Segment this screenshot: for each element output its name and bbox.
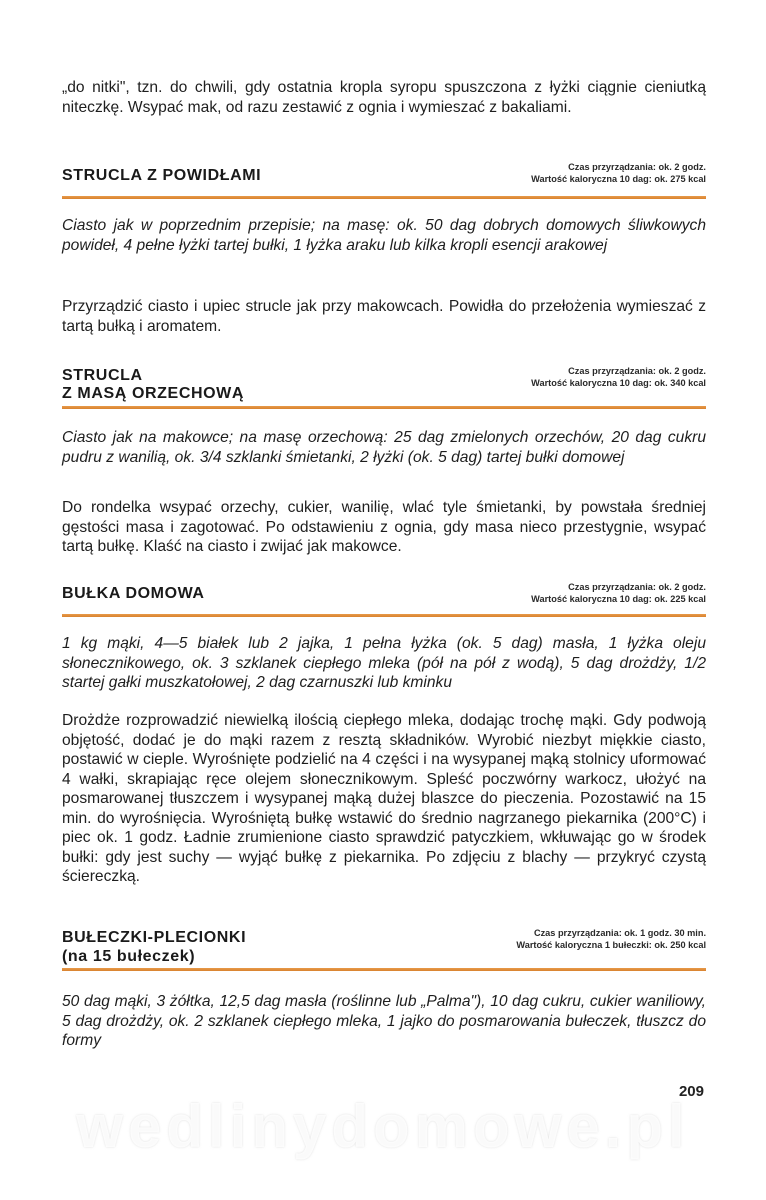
instructions-paragraph: Drożdże rozprowadzić niewielką ilością ciepłego mleka, dodając trochę mąki. Gdy podwoją objętość, dodać je do mąki razem z resztą składników. Wyrobić niezbyt miękkie ciasto, postawić w cieple. Wyrośnięte podzielić na 4 części i na wysypanej mąką stolnicy uformować 4 wałki, skrapiając ręce olejem słonecznikowym. Spleść poczwórny warkocz, ułożyć na posmarowanej tłuszczem i wysypanej mąką dużej blaszce do pieczenia. Pozostawić na 15 min. do wyrośnięcia. Wyrośniętą bułkę wstawić do średnio nagrzanego piekarnika (200°C) i piec ok. 1 godz. Ładnie zrumienione ciasto sprawdzić patyczkiem, wkłuwając go w środek bułki: gdy jest suchy — wyjąć bułkę z piekarnika. Po zdjęciu z blachy — przykryć czystą ściereczką. xyxy=(62,712,706,885)
recipe-title-line2: (na 15 bułeczek) xyxy=(62,948,196,965)
calories: Wartość kaloryczna 1 bułeczki: ok. 250 kcal xyxy=(516,939,706,950)
section-rule xyxy=(62,406,706,409)
calories: Wartość kaloryczna 10 dag: ok. 225 kcal xyxy=(531,593,706,604)
recipe-meta xyxy=(516,928,706,951)
prep-time: Czas przyrządzania: ok. 1 godz. 30 min. xyxy=(533,928,706,938)
ingredients-paragraph: Ciasto jak w poprzednim przepisie; na masę: ok. 50 dag dobrych domowych śliwkowych powideł, 4 pełne łyżki tartej bułki, 1 łyżka araku lub kilka kropli esencji arakowej xyxy=(62,217,706,254)
page-number: 209 xyxy=(678,1083,704,1100)
recipe-header-strucla-orzechowa xyxy=(62,364,706,404)
intro-paragraph: „do nitki", tzn. do chwili, gdy ostatnia kropla syropu spuszczona z łyżki ciągnie cieniutką niteczkę. Wsypać mak, od razu zestawić z ognia i wymieszać z bakaliami. xyxy=(62,79,706,116)
recipe-header-bulka-domowa xyxy=(62,582,706,612)
recipe-header-strucla-powidla xyxy=(62,162,706,192)
recipe-meta xyxy=(531,366,706,389)
recipe-meta xyxy=(531,582,706,605)
recipe-title-line2: Z MASĄ ORZECHOWĄ xyxy=(62,385,245,402)
section-rule xyxy=(62,614,706,617)
instructions-paragraph: Do rondelka wsypać orzechy, cukier, wanilię, wlać tyle śmietanki, by powstała średniej gęstości masa i zagotować. Po odstawieniu z ognia, gdy masa nieco przestygnie, wsypać tartą bułkę. Klaść na ciasto i zwijać jak makowce. xyxy=(62,499,706,555)
prep-time: Czas przyrządzania: ok. 2 godz. xyxy=(568,366,706,376)
calories: Wartość kaloryczna 10 dag: ok. 275 kcal xyxy=(531,173,706,184)
recipe-header-buleczki-plecionki xyxy=(62,926,706,966)
recipe-title: STRUCLA Z POWIDŁAMI xyxy=(62,167,262,184)
ingredients-paragraph: 50 dag mąki, 3 żółtka, 12,5 dag masła (roślinne lub „Palma"), 10 dag cukru, cukier waniliowy, 5 dag drożdży, ok. 2 szklanek ciepłego mleka, 1 jajko do posmarowania bułeczek, tłuszcz do formy xyxy=(62,993,706,1049)
prep-time: Czas przyrządzania: ok. 2 godz. xyxy=(568,162,706,172)
ingredients-paragraph: 1 kg mąki, 4—5 białek lub 2 jajka, 1 pełna łyżka (ok. 5 dag) masła, 1 łyżka oleju słonecznikowego, ok. 3 szklanek ciepłego mleka (pół na pół z wodą), 5 dag drożdży, 1/2 startej gałki muszkatołowej, 2 dag czarnuszki lub kminku xyxy=(62,635,706,691)
recipe-title: BUŁKA DOMOWA xyxy=(62,585,205,602)
prep-time: Czas przyrządzania: ok. 2 godz. xyxy=(568,582,706,592)
recipe-meta xyxy=(531,162,706,185)
ingredients-paragraph: Ciasto jak na makowce; na masę orzechową: 25 dag zmielonych orzechów, 20 dag cukru pudru z wanilią, ok. 3/4 szklanki śmietanki, 2 łyżki (ok. 5 dag) tartej bułki domowej xyxy=(62,429,706,466)
instructions-paragraph: Przyrządzić ciasto i upiec strucle jak przy makowcach. Powidła do przełożenia wymieszać z tartą bułką i aromatem. xyxy=(62,298,706,335)
watermark: wedlinydomowe.pl xyxy=(76,1093,690,1160)
section-rule xyxy=(62,196,706,199)
recipe-title-line1: BUŁECZKI-PLECIONKI xyxy=(62,929,247,946)
recipe-title-line1: STRUCLA xyxy=(62,367,143,384)
calories: Wartość kaloryczna 10 dag: ok. 340 kcal xyxy=(531,377,706,388)
section-rule xyxy=(62,968,706,971)
